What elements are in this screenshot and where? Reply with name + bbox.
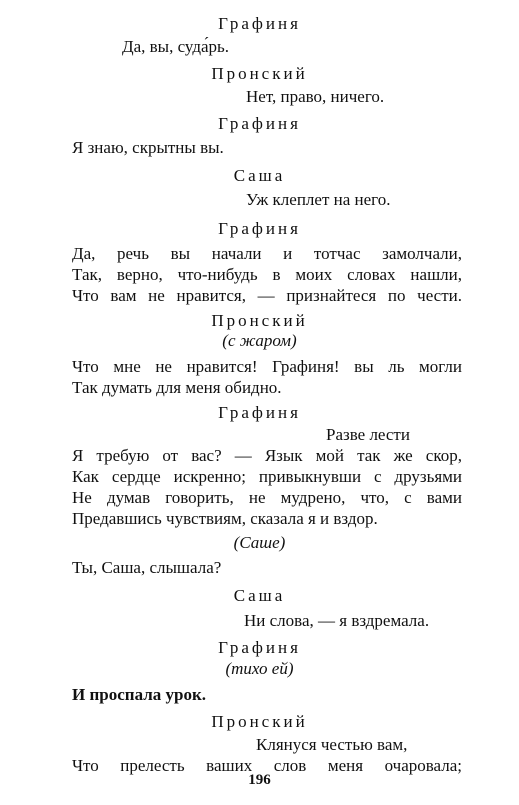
verse-line: Что мне не нравится! Графиня! вы ль могли <box>72 357 462 376</box>
verse-line: Не думав говорить, не мудрено, что, с вами <box>72 488 462 507</box>
verse-line: Нет, право, ничего. <box>246 87 385 106</box>
verse-line: Я требую от вас? — Язык мой так же скор, <box>72 446 462 465</box>
speaker-name: Пронский <box>211 64 308 83</box>
verse-line: Как сердце искренно; привыкнувши с друзьями <box>72 467 462 486</box>
verse-line: Ты, Саша, слышала? <box>72 558 222 577</box>
speaker-name: Пронский <box>211 712 308 731</box>
verse-line: Так, верно, что-нибудь в моих словах нашли, <box>72 265 462 284</box>
speaker-name: Саша <box>233 586 286 605</box>
verse-line: Предавшись чувствиям, сказала я и вздор. <box>72 509 378 528</box>
speaker-name: Графиня <box>218 403 301 422</box>
speaker-name: Пронский <box>211 311 308 330</box>
verse-line: И проспала урок. <box>72 685 206 704</box>
speaker-name: Графиня <box>218 114 301 133</box>
speaker-name: Саша <box>233 166 286 185</box>
verse-line: Я знаю, скрытны вы. <box>72 138 224 157</box>
verse-line: Ни слова, — я вздремала. <box>244 611 430 630</box>
verse-line: Уж клеплет на него. <box>246 190 391 209</box>
speaker-name: Графиня <box>218 638 301 657</box>
verse-line: Что прелесть ваших слов меня очаровала; <box>72 756 462 775</box>
page-number: 196 <box>248 772 271 788</box>
speaker-name: Графиня <box>218 14 301 33</box>
stage-direction: (с жаром) <box>222 331 297 350</box>
speaker-name: Графиня <box>218 219 301 238</box>
verse-line: Так думать для меня обидно. <box>72 378 282 397</box>
verse-line: Что вам не нравится, — признайтеся по чести. <box>72 286 462 305</box>
verse-line: Да, вы, суда́рь. <box>122 37 230 56</box>
verse-line: Да, речь вы начали и тотчас замолчали, <box>72 244 462 263</box>
stage-direction: (Саше) <box>233 533 286 552</box>
verse-line: Клянуся честью вам, <box>256 735 408 754</box>
verse-line: Разве лести <box>326 425 410 444</box>
stage-direction: (тихо ей) <box>225 659 294 678</box>
